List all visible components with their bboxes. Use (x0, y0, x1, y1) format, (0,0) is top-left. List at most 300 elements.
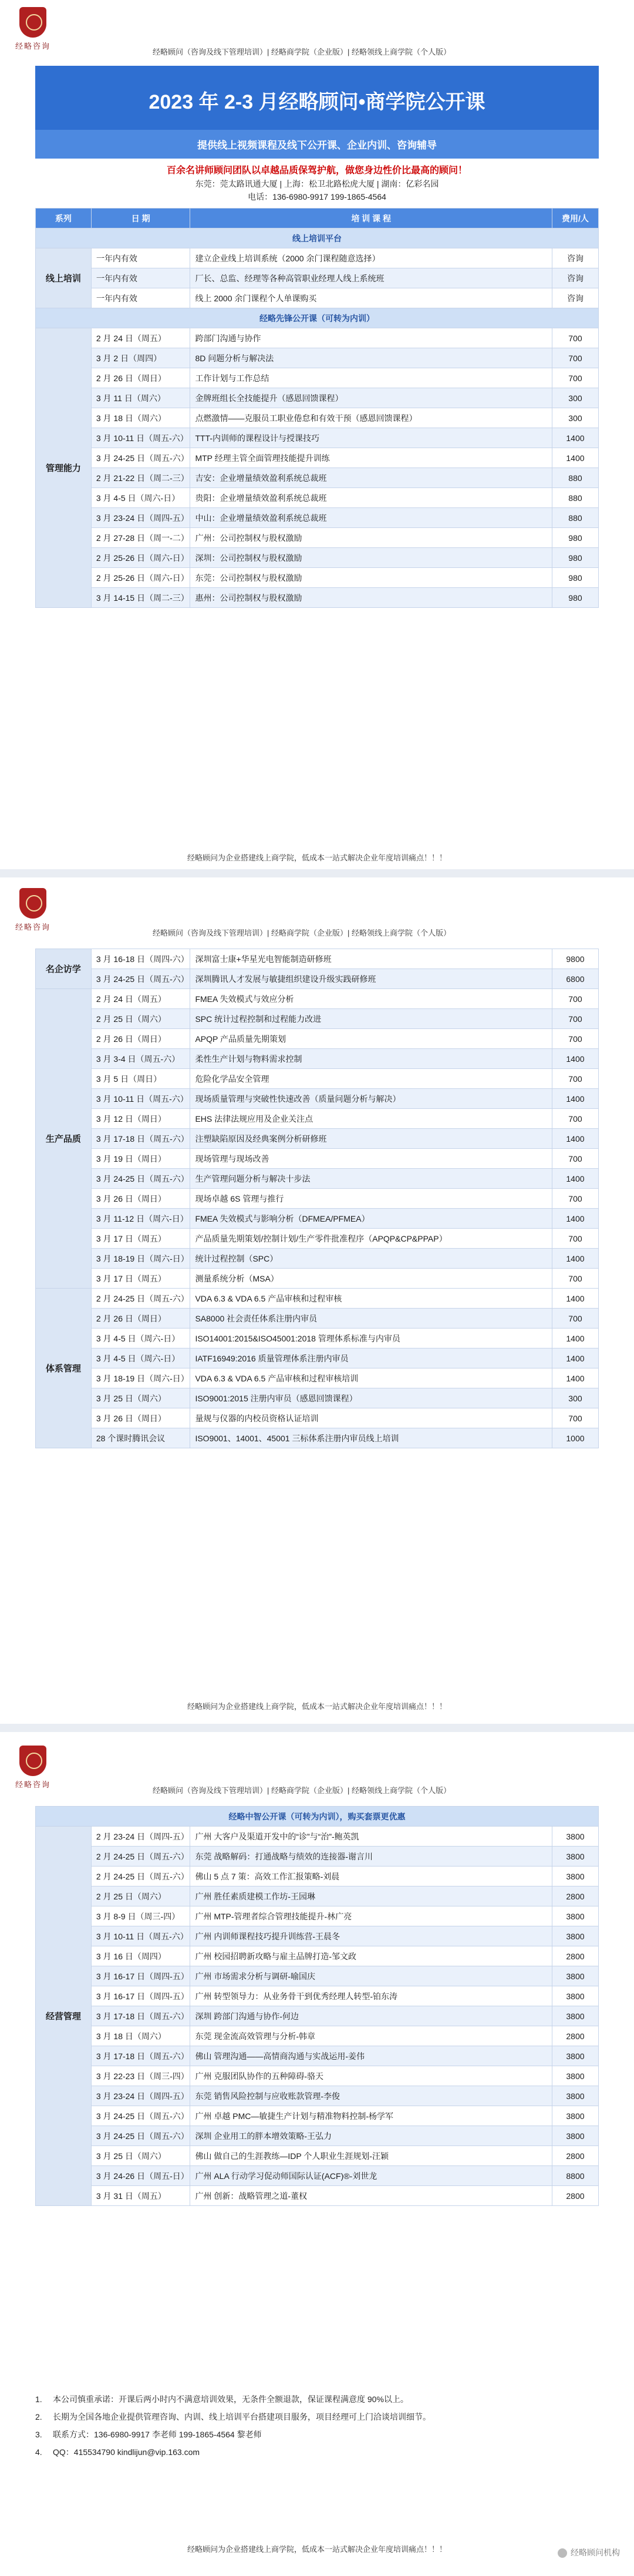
banner-subtitle: 提供线上视频课程及线下公开课、企业内训、咨询辅导 (35, 130, 599, 159)
table-row (36, 348, 599, 368)
table-row (36, 408, 599, 428)
table-row (36, 1886, 599, 1906)
course-cell: 惠州：公司控制权与股权激励 (190, 588, 552, 608)
date-cell: 3 月 31 日（周五） (91, 2186, 190, 2206)
course-cell: 广州 创新：战略管理之道-董权 (190, 2186, 552, 2206)
table-row (36, 448, 599, 468)
date-cell: 3 月 18-19 日（周六-日） (91, 1249, 190, 1269)
date-cell: 3 月 24-25 日（周五-六） (91, 1169, 190, 1189)
table-row (36, 1926, 599, 1946)
table-row (36, 2126, 599, 2146)
header-course: 培 训 课 程 (190, 208, 552, 228)
table-row (36, 2166, 599, 2186)
table-row (36, 328, 599, 348)
date-cell: 2 月 24-25 日（周五-六） (91, 1289, 190, 1309)
course-cell: 8D 问题分析与解决法 (190, 348, 552, 368)
date-cell: 一年内有效 (91, 288, 190, 308)
logo-shield-icon (19, 888, 46, 919)
date-cell: 3 月 16-17 日（周四-五） (91, 1986, 190, 2006)
table-row (36, 1069, 599, 1089)
date-cell: 3 月 25 日（周六） (91, 1388, 190, 1408)
table-row (36, 1129, 599, 1149)
fee-cell: 3800 (552, 2046, 598, 2066)
page-header (0, 881, 634, 946)
fee-cell: 700 (552, 1269, 598, 1289)
fee-cell: 3800 (552, 1867, 598, 1886)
course-cell: 广州 MTP-管理者综合管理技能提升-林广亮 (190, 1906, 552, 1926)
fee-cell: 700 (552, 328, 598, 348)
fee-cell: 2800 (552, 2146, 598, 2166)
table-row (36, 1986, 599, 2006)
fee-cell: 700 (552, 368, 598, 388)
table-row (36, 2086, 599, 2106)
note-line (35, 2390, 599, 2408)
series-cell: 生产品质 (36, 989, 92, 1289)
section-band (36, 1807, 599, 1827)
course-cell: 跨部门沟通与协作 (190, 328, 552, 348)
date-cell: 3 月 16 日（周四） (91, 1946, 190, 1966)
course-cell: SA8000 社会责任体系注册内审员 (190, 1309, 552, 1329)
course-cell: 东莞 销售风险控制与应收账款管理-李俊 (190, 2086, 552, 2106)
schedule-table (35, 949, 599, 1448)
table-row (36, 1966, 599, 1986)
fee-cell: 2800 (552, 1946, 598, 1966)
course-cell: EHS 法律法规应用及企业关注点 (190, 1109, 552, 1129)
table-row (36, 2006, 599, 2026)
page-footer: 经略顾问为企业搭建线上商学院，低成本一站式解决企业年度培训痛点！！！ (187, 853, 447, 862)
fee-cell: 2800 (552, 2186, 598, 2206)
course-cell: 佛山 管理沟通——高情商沟通与实战运用-姜伟 (190, 2046, 552, 2066)
date-cell: 2 月 25-26 日（周六-日） (91, 568, 190, 588)
course-cell: 广州：公司控制权与股权激励 (190, 528, 552, 548)
date-cell: 2 月 23-24 日（周四-五） (91, 1827, 190, 1847)
course-cell: 广州 卓越 PMC—敏捷生产计划与精准物料控制-杨学军 (190, 2106, 552, 2126)
course-cell: 贵阳：企业增量绩效盈利系统总裁班 (190, 488, 552, 508)
date-cell: 2 月 24-25 日（周五-六） (91, 1847, 190, 1867)
course-cell: 产品质量先期策划/控制计划/生产零件批准程序（APQP&CP&PPAP） (190, 1229, 552, 1249)
date-cell: 3 月 24-25 日（周五-六） (91, 448, 190, 468)
table-row (36, 268, 599, 288)
fee-cell: 9800 (552, 949, 598, 969)
date-cell: 2 月 25 日（周六） (91, 1009, 190, 1029)
fee-cell: 3800 (552, 1986, 598, 2006)
table-row (36, 2066, 599, 2086)
date-cell: 3 月 10-11 日（周五-六） (91, 1926, 190, 1946)
page-header-block (0, 881, 634, 946)
fee-cell: 3800 (552, 2126, 598, 2146)
page-divider (0, 1724, 634, 1732)
note-text: 联系方式：136-6980-9917 李老师 199-1865-4564 黎老师 (53, 2430, 262, 2439)
table-row (36, 1388, 599, 1408)
page-header-block (0, 0, 634, 65)
date-cell: 3 月 3-4 日（周五-六） (91, 1049, 190, 1069)
fee-cell: 700 (552, 1029, 598, 1049)
schedule-table (35, 1806, 599, 2206)
page-footer: 经略顾问为企业搭建线上商学院，低成本一站式解决企业年度培训痛点！！！ (187, 2545, 447, 2554)
fee-cell: 3800 (552, 2086, 598, 2106)
table-row (36, 1149, 599, 1169)
table-row (36, 568, 599, 588)
fee-cell: 700 (552, 989, 598, 1009)
table-row (36, 248, 599, 268)
banner-venues: 东莞：莞太路讯通大厦 | 上海：松卫北路松虎大厦 | 湖南：亿彩名园 (195, 179, 439, 189)
note-number: 3. (35, 2430, 42, 2439)
table-row (36, 2046, 599, 2066)
logo-text: 经略咨询 (15, 42, 50, 51)
fee-cell: 1400 (552, 1329, 598, 1348)
page-divider (0, 869, 634, 877)
fee-cell: 300 (552, 388, 598, 408)
fee-cell: 300 (552, 408, 598, 428)
table-row (36, 528, 599, 548)
course-cell: SPC 统计过程控制和过程能力改进 (190, 1009, 552, 1029)
table-row (36, 508, 599, 528)
course-cell: 广州 校园招聘新攻略与雇主品牌打造-邹文政 (190, 1946, 552, 1966)
date-cell: 2 月 24-25 日（周五-六） (91, 1867, 190, 1886)
series-cell: 管理能力 (36, 328, 92, 608)
note-number: 4. (35, 2447, 42, 2457)
table-row (36, 1847, 599, 1867)
course-cell: VDA 6.3 & VDA 6.5 产品审核和过程审核 (190, 1289, 552, 1309)
footer-notes (35, 2390, 599, 2461)
watermark (558, 2547, 620, 2558)
table-row (36, 1189, 599, 1209)
fee-cell: 980 (552, 528, 598, 548)
course-cell: 点燃激情——克服员工职业倦怠和有效干预（感恩回馈课程） (190, 408, 552, 428)
date-cell: 3 月 10-11 日（周五-六） (91, 428, 190, 448)
course-cell: 柔性生产计划与物料需求控制 (190, 1049, 552, 1069)
date-cell: 3 月 26 日（周日） (91, 1408, 190, 1428)
table-row (36, 368, 599, 388)
course-cell: 统计过程控制（SPC） (190, 1249, 552, 1269)
course-cell: 广州 市场需求分析与调研-喻国庆 (190, 1966, 552, 1986)
table-row (36, 1289, 599, 1309)
date-cell: 3 月 17-18 日（周五-六） (91, 1129, 190, 1149)
fee-cell: 880 (552, 468, 598, 488)
date-cell: 3 月 24-25 日（周五-六） (91, 2106, 190, 2126)
table-row (36, 1169, 599, 1189)
table-row (36, 1906, 599, 1926)
table-row (36, 1249, 599, 1269)
course-cell: 深圳 企业用工的胖本增效策略-王弘力 (190, 2126, 552, 2146)
logo-shield-icon (19, 7, 46, 38)
date-cell: 3 月 24-26 日（周五-日） (91, 2166, 190, 2186)
table-row (36, 949, 599, 969)
date-cell: 3 月 23-24 日（周四-五） (91, 2086, 190, 2106)
note-line (35, 2426, 599, 2443)
date-cell: 3 月 12 日（周日） (91, 1109, 190, 1129)
fee-cell: 8800 (552, 2166, 598, 2186)
course-cell: 建立企业线上培训系统（2000 余门课程随意选择） (190, 248, 552, 268)
fee-cell: 1400 (552, 1089, 598, 1109)
date-cell: 3 月 17 日（周五） (91, 1269, 190, 1289)
fee-cell: 3800 (552, 2066, 598, 2086)
note-text: QQ：415534790 kindlijun@vip.163.com (53, 2447, 200, 2457)
page-header-block (0, 1738, 634, 1803)
course-cell: 危险化学品安全管理 (190, 1069, 552, 1089)
table-row (36, 428, 599, 448)
banner-title: 2023 年 2-3 月经略顾问•商学院公开课 (149, 91, 485, 113)
fee-cell: 980 (552, 548, 598, 568)
note-number: 2. (35, 2412, 42, 2422)
date-cell: 3 月 5 日（周日） (91, 1069, 190, 1089)
date-cell: 3 月 18-19 日（周六-日） (91, 1368, 190, 1388)
page-3 (0, 1806, 634, 2206)
table-row (36, 969, 599, 989)
date-cell: 3 月 23-24 日（周四-五） (91, 508, 190, 528)
table-row (36, 288, 599, 308)
date-cell: 一年内有效 (91, 268, 190, 288)
table-header-row (36, 208, 599, 228)
table-row (36, 1867, 599, 1886)
table-row (36, 1348, 599, 1368)
fee-cell: 3800 (552, 1906, 598, 1926)
course-cell: 中山：企业增量绩效盈利系统总裁班 (190, 508, 552, 528)
fee-cell: 1400 (552, 1368, 598, 1388)
fee-cell: 700 (552, 1189, 598, 1209)
date-cell: 2 月 26 日（周日） (91, 1029, 190, 1049)
header-tagline: 经略顾问（咨询及线下管理培训）| 经略商学院（企业版）| 经略领线上商学院（个人版） (153, 929, 451, 937)
fee-cell: 700 (552, 1229, 598, 1249)
date-cell: 3 月 11 日（周六） (91, 388, 190, 408)
fee-cell: 700 (552, 1109, 598, 1129)
header-fee: 费用/人 (552, 208, 598, 228)
banner (35, 66, 599, 208)
date-cell: 3 月 24-25 日（周五-六） (91, 969, 190, 989)
course-cell: 测量系统分析（MSA） (190, 1269, 552, 1289)
section-band (36, 308, 599, 328)
page-footer: 经略顾问为企业搭建线上商学院，低成本一站式解决企业年度培训痛点！！！ (187, 1702, 447, 1711)
course-cell: ISO9001、14001、45001 三标体系注册内审员线上培训 (190, 1428, 552, 1448)
fee-cell: 1400 (552, 1348, 598, 1368)
course-cell: 现场管理与现场改善 (190, 1149, 552, 1169)
date-cell: 3 月 17 日（周五） (91, 1229, 190, 1249)
page-2 (0, 949, 634, 1448)
course-cell: IATF16949:2016 质量管理体系注册内审员 (190, 1348, 552, 1368)
company-logo (12, 1746, 54, 1790)
fee-cell: 1400 (552, 1209, 598, 1229)
course-cell: 广州 转型领导力：从业务骨干到优秀经理人转型-铂东涛 (190, 1986, 552, 2006)
date-cell: 3 月 25 日（周六） (91, 2146, 190, 2166)
logo-text: 经略咨询 (15, 1780, 50, 1789)
course-cell: 广州 ALA 行动学习促动师国际认证(ACF)®-刘世龙 (190, 2166, 552, 2186)
course-cell: FMEA 失效模式与影响分析（DFMEA/PFMEA） (190, 1209, 552, 1229)
course-cell: ISO9001:2015 注册内审员（感恩回馈课程） (190, 1388, 552, 1408)
table-row (36, 548, 599, 568)
date-cell: 3 月 24-25 日（周五-六） (91, 2126, 190, 2146)
note-line (35, 2443, 599, 2461)
banner-notes (35, 159, 599, 208)
fee-cell: 3800 (552, 2006, 598, 2026)
header-tagline: 经略顾问（咨询及线下管理培训）| 经略商学院（企业版）| 经略领线上商学院（个人版） (153, 48, 451, 56)
course-cell: 深圳 跨部门沟通与协作-何边 (190, 2006, 552, 2026)
table-row (36, 1029, 599, 1049)
fee-cell: 咨询 (552, 268, 598, 288)
course-cell: VDA 6.3 & VDA 6.5 产品审核和过程审核培训 (190, 1368, 552, 1388)
course-cell: 深圳：公司控制权与股权激励 (190, 548, 552, 568)
fee-cell: 2800 (552, 2026, 598, 2046)
schedule-table (35, 208, 599, 608)
date-cell: 3 月 17-18 日（周五-六） (91, 2006, 190, 2026)
fee-cell: 1400 (552, 448, 598, 468)
course-cell: 厂长、总监、经理等各种高管职业经理人线上系统班 (190, 268, 552, 288)
table-row (36, 1229, 599, 1249)
table-row (36, 488, 599, 508)
date-cell: 3 月 4-5 日（周六-日） (91, 1329, 190, 1348)
header-series: 系列 (36, 208, 92, 228)
page-header (0, 0, 634, 65)
table-row (36, 1329, 599, 1348)
fee-cell: 980 (552, 588, 598, 608)
date-cell: 3 月 4-5 日（周六-日） (91, 1348, 190, 1368)
table-row (36, 1049, 599, 1069)
table-row (36, 1209, 599, 1229)
course-cell: 量规与仪器的内校员资格认证培训 (190, 1408, 552, 1428)
fee-cell: 700 (552, 1149, 598, 1169)
table-row (36, 2186, 599, 2206)
fee-cell: 2800 (552, 1886, 598, 1906)
logo-shield-icon (19, 1746, 46, 1776)
date-cell: 3 月 14-15 日（周二-三） (91, 588, 190, 608)
course-cell: ISO14001:2015&ISO45001:2018 管理体系标准与内审员 (190, 1329, 552, 1348)
course-cell: 东莞 战略解码：打通战略与绩效的连接器-谢言川 (190, 1847, 552, 1867)
fee-cell: 700 (552, 1309, 598, 1329)
course-cell: 深圳富士康+华星光电智能制造研修班 (190, 949, 552, 969)
date-cell: 3 月 26 日（周日） (91, 1189, 190, 1209)
fee-cell: 880 (552, 488, 598, 508)
course-cell: 广州 克服团队协作的五种障碍-骆天 (190, 2066, 552, 2086)
company-logo (12, 888, 54, 932)
table-row (36, 388, 599, 408)
fee-cell: 1400 (552, 1169, 598, 1189)
course-cell: 生产管理问题分析与解决十步法 (190, 1169, 552, 1189)
page-1 (0, 66, 634, 608)
section-band-label: 经略先锋公开课（可转为内训） (36, 308, 599, 328)
series-cell: 名企访学 (36, 949, 92, 989)
date-cell: 2 月 24 日（周五） (91, 328, 190, 348)
fee-cell: 1400 (552, 1049, 598, 1069)
series-cell: 线上培训 (36, 248, 92, 308)
date-cell: 3 月 22-23 日（周三-四） (91, 2066, 190, 2086)
course-cell: 现场卓越 6S 管理与推行 (190, 1189, 552, 1209)
date-cell: 2 月 25-26 日（周六-日） (91, 548, 190, 568)
banner-slogan: 百余名讲师顾问团队以卓越品质保驾护航，做您身边性价比最高的顾问！ (166, 166, 467, 176)
fee-cell: 700 (552, 1408, 598, 1428)
table-row (36, 1428, 599, 1448)
date-cell: 3 月 18 日（周六） (91, 2026, 190, 2046)
series-cell: 经营管理 (36, 1827, 92, 2206)
date-cell: 3 月 18 日（周六） (91, 408, 190, 428)
course-cell: 金牌班组长全技能提升（感恩回馈课程） (190, 388, 552, 408)
course-cell: 注塑缺陷原因及经典案例分析研修班 (190, 1129, 552, 1149)
fee-cell: 1400 (552, 1129, 598, 1149)
fee-cell: 3800 (552, 1966, 598, 1986)
table-row (36, 468, 599, 488)
fee-cell: 1400 (552, 1289, 598, 1309)
table-row (36, 989, 599, 1009)
date-cell: 2 月 25 日（周六） (91, 1886, 190, 1906)
date-cell: 3 月 2 日（周四） (91, 348, 190, 368)
table-row (36, 588, 599, 608)
fee-cell: 1000 (552, 1428, 598, 1448)
fee-cell: 700 (552, 1009, 598, 1029)
course-cell: 工作计划与工作总结 (190, 368, 552, 388)
date-cell: 2 月 21-22 日（周二-三） (91, 468, 190, 488)
date-cell: 2 月 26 日（周日） (91, 1309, 190, 1329)
course-cell: TTT-内训师的课程设计与授课技巧 (190, 428, 552, 448)
table-row (36, 1089, 599, 1109)
fee-cell: 3800 (552, 1827, 598, 1847)
table-row (36, 1109, 599, 1129)
date-cell: 3 月 10-11 日（周五-六） (91, 1089, 190, 1109)
date-cell: 3 月 11-12 日（周六-日） (91, 1209, 190, 1229)
logo-text: 经略咨询 (15, 923, 50, 931)
table-row (36, 1368, 599, 1388)
header-tagline: 经略顾问（咨询及线下管理培训）| 经略商学院（企业版）| 经略领线上商学院（个人版） (153, 1786, 451, 1795)
date-cell: 2 月 27-28 日（周一-二） (91, 528, 190, 548)
date-cell: 3 月 16-18 日（周四-六） (91, 949, 190, 969)
fee-cell: 3800 (552, 2106, 598, 2126)
header-date: 日 期 (91, 208, 190, 228)
fee-cell: 700 (552, 348, 598, 368)
fee-cell: 1400 (552, 428, 598, 448)
series-cell: 体系管理 (36, 1289, 92, 1448)
table-row (36, 2026, 599, 2046)
fee-cell: 880 (552, 508, 598, 528)
date-cell: 3 月 4-5 日（周六-日） (91, 488, 190, 508)
date-cell: 28 个课时腾讯会议 (91, 1428, 190, 1448)
fee-cell: 咨询 (552, 248, 598, 268)
fee-cell: 700 (552, 1069, 598, 1089)
page-header (0, 1738, 634, 1803)
course-cell: 广州 胜任素质建模工作坊-王园琳 (190, 1886, 552, 1906)
date-cell: 3 月 16-17 日（周四-五） (91, 1966, 190, 1986)
course-cell: MTP 经理主管全面管理技能提升训练 (190, 448, 552, 468)
fee-cell: 3800 (552, 1847, 598, 1867)
note-line (35, 2408, 599, 2426)
fee-cell: 3800 (552, 1926, 598, 1946)
course-cell: 现场质量管理与突破性快速改善（质量问题分析与解决） (190, 1089, 552, 1109)
wechat-icon (558, 2548, 567, 2558)
table-row (36, 2146, 599, 2166)
course-cell: 佛山 5 点 7 策：高效工作汇报策略-刘晨 (190, 1867, 552, 1886)
table-row (36, 1946, 599, 1966)
fee-cell: 咨询 (552, 288, 598, 308)
course-cell: 广州 内训师课程技巧提升训练营-王晨冬 (190, 1926, 552, 1946)
course-cell: 东莞：公司控制权与股权激励 (190, 568, 552, 588)
table-row (36, 1009, 599, 1029)
fee-cell: 1400 (552, 1249, 598, 1269)
note-text: 长期为全国各地企业提供管理咨询、内训、线上培训平台搭建项目服务，项目经理可上门洽谈培训细节。 (53, 2412, 431, 2422)
course-cell: 佛山 做自己的生涯教练—IDP 个人职业生涯规划-汪颖 (190, 2146, 552, 2166)
table-row (36, 1408, 599, 1428)
section-band-label: 线上培训平台 (36, 228, 599, 248)
company-logo (12, 7, 54, 51)
table-row (36, 1269, 599, 1289)
watermark-text: 经略顾问机构 (571, 2548, 620, 2557)
course-cell: 广州 大客户及渠道开发中的“诊”与“治”-鲍英凯 (190, 1827, 552, 1847)
date-cell: 2 月 26 日（周日） (91, 368, 190, 388)
fee-cell: 300 (552, 1388, 598, 1408)
table-row (36, 1309, 599, 1329)
course-cell: 线上 2000 余门课程个人单课购买 (190, 288, 552, 308)
date-cell: 3 月 8-9 日（周三-四） (91, 1906, 190, 1926)
course-cell: 东莞 现金流高效管理与分析-韩章 (190, 2026, 552, 2046)
table-row (36, 2106, 599, 2126)
fee-cell: 6800 (552, 969, 598, 989)
table-row (36, 1827, 599, 1847)
date-cell: 一年内有效 (91, 248, 190, 268)
